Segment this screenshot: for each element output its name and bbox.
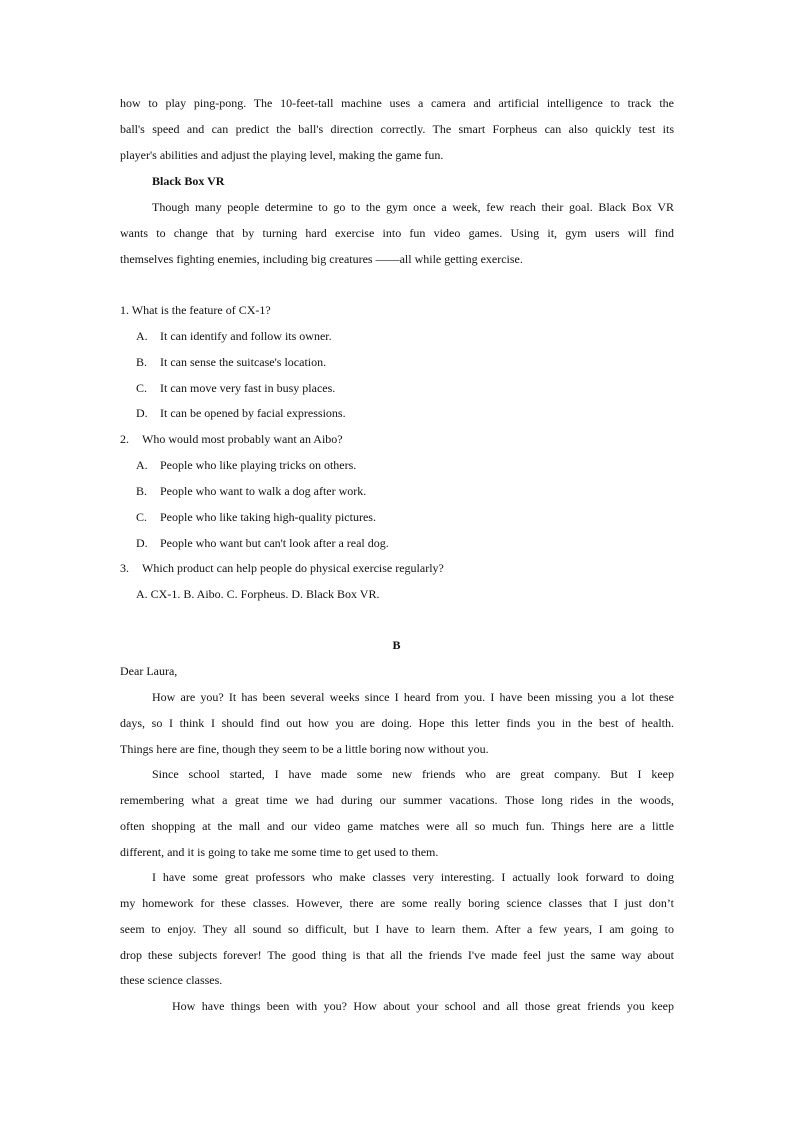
question-text: Which product can help people do physical exercise regularly?: [142, 561, 444, 575]
option-text: People who like playing tricks on others.: [160, 458, 357, 472]
option-letter: C.: [136, 510, 148, 524]
option-letter: D.: [136, 536, 148, 550]
option-letter: A.: [136, 458, 148, 472]
question-2-option-b: [136, 483, 674, 499]
letter-line: Since school started, I have made some new friends who are great company. But I keep: [152, 767, 674, 781]
question-number: 2.: [120, 432, 129, 446]
passage-a-line: Though many people determine to go to the gym once a week, few reach their goal. Black Box VR: [152, 200, 674, 214]
question-1-option-c: [136, 380, 674, 396]
passage-a-line: themselves fighting enemies, including big creatures ——all while getting exercise.: [120, 252, 523, 266]
option-letter: D.: [136, 406, 148, 420]
option-letter: A.: [136, 329, 148, 343]
letter-line: seem to enjoy. They all sound so difficult, but I have to learn them. After a few years, I am going to: [120, 922, 674, 936]
letter-line: I have some great professors who make classes very interesting. I actually look forward to doing: [152, 870, 674, 884]
option-text: It can sense the suitcase's location.: [160, 355, 327, 369]
letter-line: How have things been with you? How about your school and all those great friends you keep: [172, 999, 674, 1013]
passage-a-line: ball's speed and can predict the ball's direction correctly. The smart Forpheus can also quickly test its: [120, 122, 674, 136]
passage-a-line: wants to change that by turning hard exercise into fun video games. Using it, gym users will find: [120, 226, 674, 240]
section-b-label: B: [392, 638, 401, 652]
option-letter: C.: [136, 381, 148, 395]
option-text: People who want but can't look after a real dog.: [160, 536, 389, 550]
letter-line: days, so I think I should find out how you are doing. Hope this letter finds you in the best of health.: [120, 716, 674, 730]
option-letter: B.: [136, 355, 148, 369]
letter-line: remembering what a great time we had during our summer vacations. Those long rides in the woods,: [120, 793, 674, 807]
passage-a-line: how to play ping-pong. The 10-feet-tall machine uses a camera and artificial intelligence to track the: [120, 96, 674, 110]
question-1-option-a: [136, 328, 674, 344]
passage-a-line: player's abilities and adjust the playing level, making the game fun.: [120, 148, 444, 162]
option-text: It can move very fast in busy places.: [160, 381, 336, 395]
letter-line: How are you? It has been several weeks since I heard from you. I have been missing you a lot these: [152, 690, 674, 704]
question-3: [120, 560, 674, 576]
question-number: 3.: [120, 561, 129, 575]
question-text: Who would most probably want an Aibo?: [142, 432, 343, 446]
letter-line: different, and it is going to take me some time to get used to them.: [120, 845, 439, 859]
letter-greeting: Dear Laura,: [120, 664, 178, 678]
question-2-option-c: [136, 509, 674, 525]
question-1: 1. What is the feature of CX-1?: [120, 303, 271, 317]
question-2-option-a: [136, 457, 674, 473]
question-3-options: A. CX-1. B. Aibo. C. Forpheus. D. Black Box VR.: [136, 587, 380, 601]
letter-line: Things here are fine, though they seem to be a little boring now without you.: [120, 742, 489, 756]
letter-line: drop these subjects forever! The good thing is that all the friends I've made feel just the same way about: [120, 948, 674, 962]
section-heading: Black Box VR: [152, 174, 225, 188]
question-2: [120, 431, 674, 447]
option-text: People who like taking high-quality pictures.: [160, 510, 376, 524]
option-text: It can identify and follow its owner.: [160, 329, 332, 343]
question-1-option-d: [136, 405, 674, 421]
letter-line: these science classes.: [120, 973, 223, 987]
question-2-option-d: [136, 535, 674, 551]
option-text: People who want to walk a dog after work.: [160, 484, 367, 498]
option-text: It can be opened by facial expressions.: [160, 406, 346, 420]
question-1-option-b: [136, 354, 674, 370]
option-letter: B.: [136, 484, 148, 498]
letter-line: my homework for these classes. However, there are some really boring science classes that I just don’t: [120, 896, 674, 910]
letter-line: often shopping at the mall and our video game matches were all so much fun. Things here are a little: [120, 819, 674, 833]
